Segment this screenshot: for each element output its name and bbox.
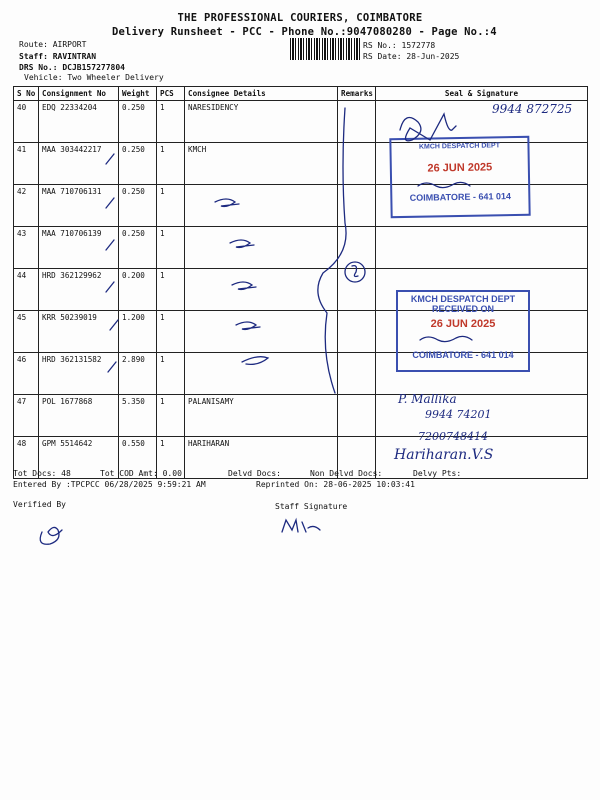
row-consignment-no: MAA 710706139 — [39, 227, 119, 269]
row-pcs: 1 — [157, 227, 185, 269]
row-pcs: 1 — [157, 101, 185, 143]
row-consignment-no: MAA 710706131 — [39, 185, 119, 227]
col-consignee: Consignee Details — [185, 87, 338, 101]
despatch-stamp-1: KMCH DESPATCH DEPT 26 JUN 2025 COIMBATORE - 641 014 — [389, 136, 530, 218]
row-consignee: PALANISAMY — [185, 395, 338, 437]
initials — [242, 357, 268, 365]
col-seal: Seal & Signature — [376, 87, 588, 101]
despatch-stamp-2: KMCH DESPATCH DEPT RECEIVED ON 26 JUN 2025 COIMBATORE - 641 014 — [396, 290, 530, 372]
row-sno: 40 — [14, 101, 39, 143]
initials — [232, 282, 256, 290]
row-pcs: 1 — [157, 437, 185, 479]
row-pcs: 1 — [157, 311, 185, 353]
delivered-docs: Delvd Docs: — [228, 469, 281, 478]
total-docs: Tot Docs: 48 — [13, 469, 71, 478]
handwritten-name: P. Mallika — [398, 392, 457, 406]
runsheet-title: THE PROFESSIONAL COURIERS, COIMBATORE — [177, 12, 423, 24]
signature-scribble — [400, 114, 456, 141]
row-sno: 46 — [14, 353, 39, 395]
stamp-signature — [418, 182, 470, 187]
row-weight: 2.890 — [119, 353, 157, 395]
row-weight: 0.250 — [119, 143, 157, 185]
row-sno: 48 — [14, 437, 39, 479]
row-pcs: 1 — [157, 185, 185, 227]
col-pcs: PCS — [157, 87, 185, 101]
row-consignment-no: HRD 362129962 — [39, 269, 119, 311]
drs-number: DRS No.: DCJB157277804 — [19, 63, 125, 72]
staff-info: Staff: RAVINTRAN — [19, 52, 97, 61]
rs-date: RS Date: 28-Jun-2025 — [363, 52, 460, 61]
stamp-date: 26 JUN 2025 — [430, 318, 496, 330]
bracket-line — [318, 108, 346, 393]
col-consignment: Consignment No — [39, 87, 119, 101]
row-consignment-no: KRR 50239019 — [39, 311, 119, 353]
row-weight: 0.250 — [119, 101, 157, 143]
initials — [236, 322, 260, 330]
delivery-points: Delvy Pts: — [413, 469, 462, 478]
row-weight: 0.550 — [119, 437, 157, 479]
stamp-date: 26 JUN 2025 — [427, 161, 493, 175]
row-sno: 44 — [14, 269, 39, 311]
tick-mark — [106, 154, 114, 164]
tick-mark — [106, 240, 114, 250]
row-consignment-no: GPM 5514642 — [39, 437, 119, 479]
row-consignee: HARIHARAN — [185, 437, 338, 479]
rs-number: RS No.: 1572778 — [363, 41, 436, 50]
row-sno: 43 — [14, 227, 39, 269]
row-consignment-no: HRD 362131582 — [39, 353, 119, 395]
reprinted-on: Reprinted On: 28-06-2025 10:03:41 — [256, 480, 415, 489]
col-weight: Weight — [119, 87, 157, 101]
staff-signature-mark — [282, 520, 320, 532]
row-consignment-no: MAA 303442217 — [39, 143, 119, 185]
stamp-signature — [420, 336, 472, 341]
non-delivered-docs: Non Delvd Docs: — [310, 469, 383, 478]
runsheet-subtitle: Delivery Runsheet - PCC - Phone No.:9047080280 - Page No.:4 — [112, 26, 497, 38]
total-cod: Tot COD Amt: 0.00 — [100, 469, 182, 478]
handwritten-name: Hariharan.V.S — [394, 447, 494, 463]
handwritten-phone: 9944 74201 — [425, 408, 492, 421]
row-weight: 0.250 — [119, 227, 157, 269]
col-remarks: Remarks — [338, 87, 376, 101]
row-weight: 0.250 — [119, 185, 157, 227]
circled-number — [345, 262, 365, 282]
row-pcs: 1 — [157, 395, 185, 437]
initials — [230, 240, 254, 248]
row-sno: 41 — [14, 143, 39, 185]
staff-signature-label: Staff Signature — [275, 502, 348, 511]
row-sno: 45 — [14, 311, 39, 353]
tick-mark — [106, 282, 114, 292]
row-pcs: 1 — [157, 269, 185, 311]
row-consignment-no: EDQ 22334204 — [39, 101, 119, 143]
route-info: Route: AIRPORT — [19, 40, 87, 49]
row-weight: 1.200 — [119, 311, 157, 353]
verified-by-label: Verified By — [13, 500, 66, 509]
row-consignment-no: POL 1677868 — [39, 395, 119, 437]
verified-signature — [40, 527, 62, 544]
row-pcs: 1 — [157, 143, 185, 185]
row-weight: 0.200 — [119, 269, 157, 311]
row-consignee: KMCH — [185, 143, 338, 185]
row-pcs: 1 — [157, 353, 185, 395]
row-sno: 47 — [14, 395, 39, 437]
handwritten-phone: 9944 872725 — [492, 102, 573, 116]
col-sno: S No — [14, 87, 39, 101]
initials — [215, 199, 239, 207]
row-consignee: NARESIDENCY — [185, 101, 338, 143]
tick-mark — [106, 198, 114, 208]
tick-mark — [108, 362, 116, 372]
vehicle-info: Vehicle: Two Wheeler Delivery — [24, 73, 164, 82]
row-weight: 5.350 — [119, 395, 157, 437]
entered-by: Entered By :TPCPCC 06/28/2025 9:59:21 AM — [13, 480, 206, 489]
handwritten-phone: 7200748414 — [418, 430, 488, 443]
row-sno: 42 — [14, 185, 39, 227]
tick-mark — [110, 320, 118, 330]
